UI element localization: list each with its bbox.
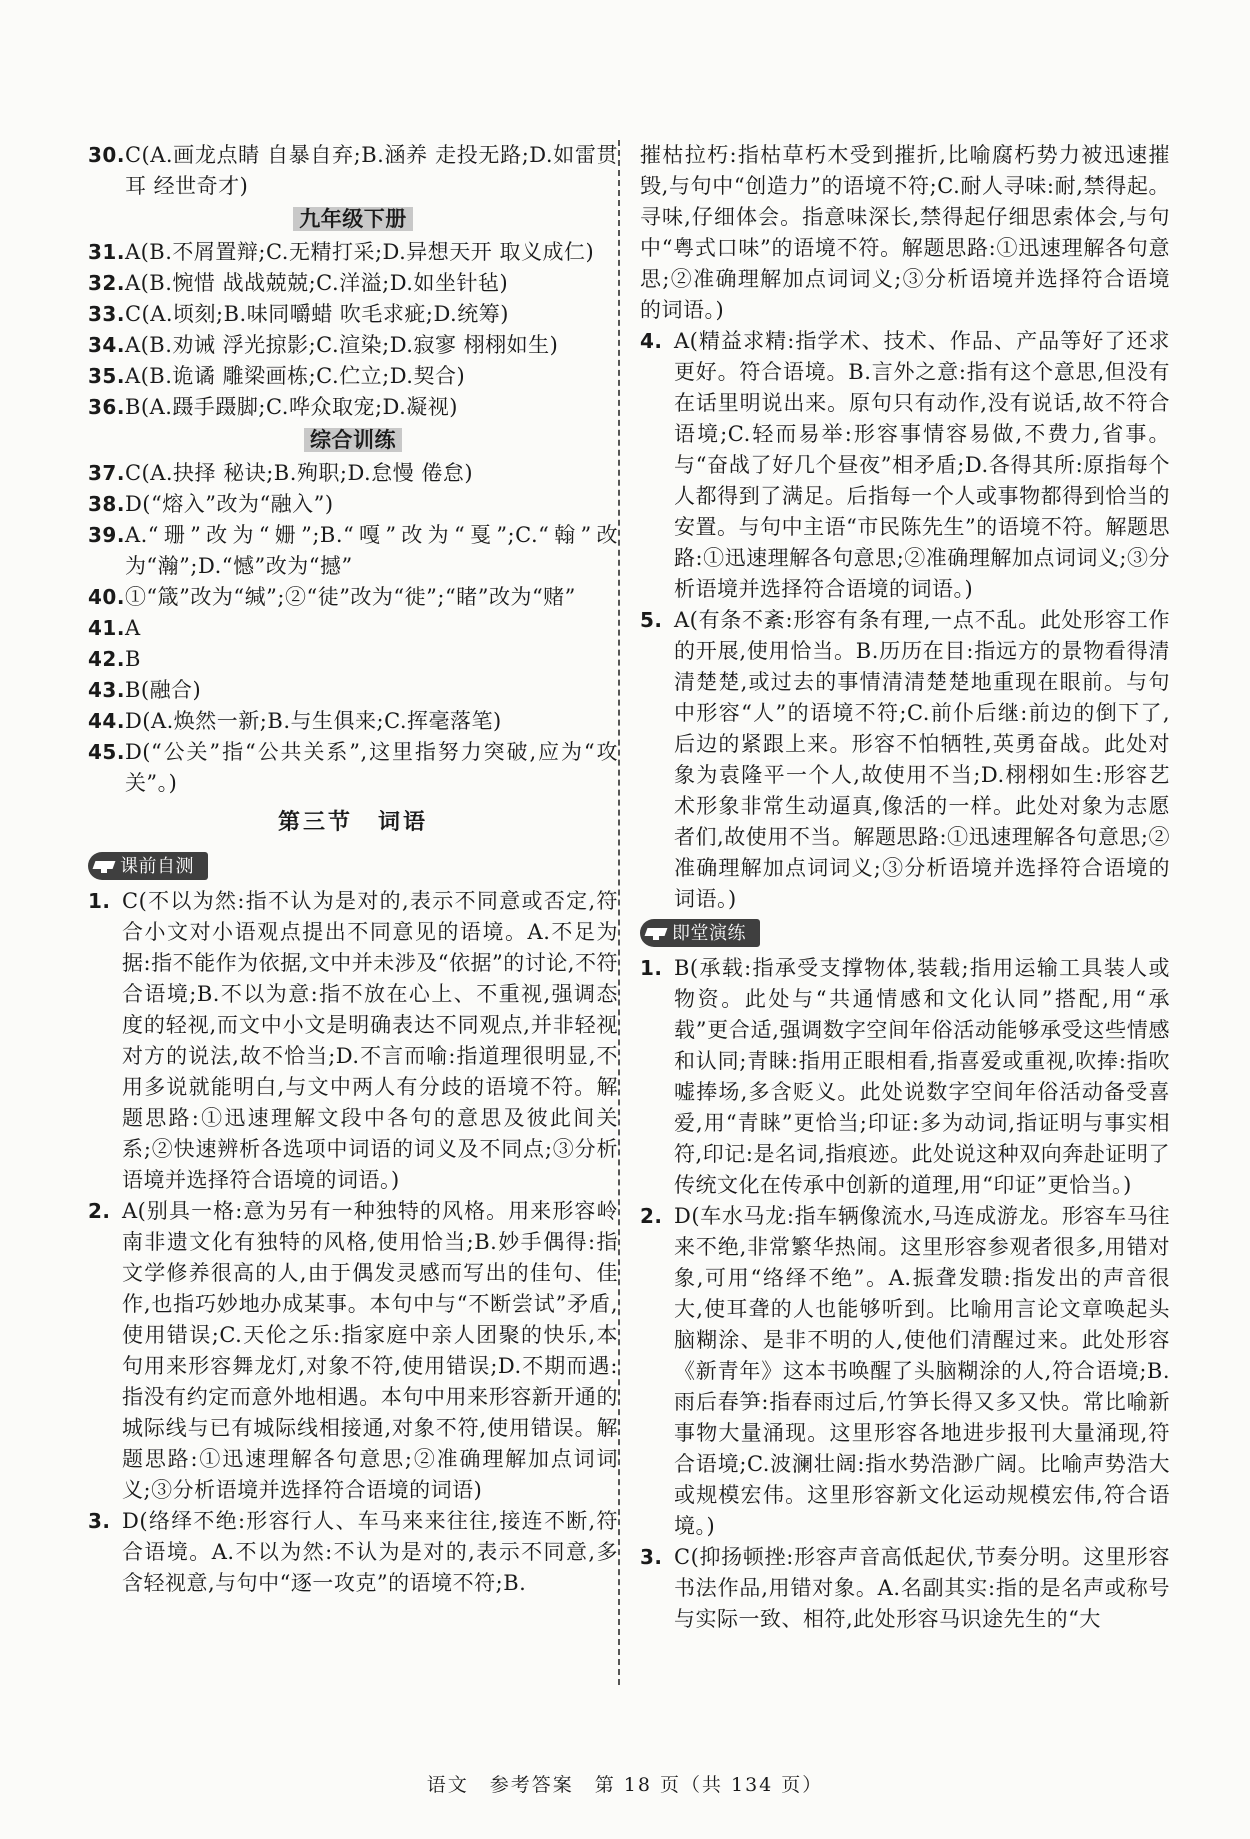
answer-r1 [640, 953, 1170, 1201]
answer-37 [88, 458, 618, 489]
answer-number: 1. [640, 956, 663, 980]
answer-p2 [88, 1196, 618, 1506]
answer-text: D(络绎不绝:形容行人、车马来来往往,接连不断,符合语境。A.不以为然:不认为是对的,表示不同意,多含轻视意,与句中“逐一攻克”的语境不符;B. [122, 1509, 618, 1595]
section-title: 第三节 词语 [277, 810, 428, 835]
answer-number: 42. [88, 647, 125, 671]
answer-number: 3. [640, 1545, 663, 1569]
answer-text: A [124, 616, 141, 640]
answer-text: C(A.抉择 秘诀;B.殉职;D.怠慢 倦怠) [124, 461, 474, 485]
column-divider [618, 140, 620, 1685]
answer-text: A(B.惋惜 战战兢兢;C.洋溢;D.如坐针毡) [124, 271, 509, 295]
answer-number: 36. [88, 395, 125, 419]
answer-number: 3. [88, 1509, 111, 1533]
answer-text: C(抑扬顿挫:形容声音高低起伏,节奏分明。这里形容书法作品,用错对象。A.名副其实:指的是名声或称号与实际一致、相符,此处形容马识途先生的“大 [674, 1545, 1170, 1631]
answer-34 [88, 330, 618, 361]
answer-33 [88, 299, 618, 330]
answer-number: 45. [88, 740, 125, 764]
answer-number: 39. [88, 523, 125, 547]
answer-number: 5. [640, 608, 663, 632]
tag-label: 课前自测 [120, 855, 194, 877]
answer-number: 35. [88, 364, 125, 388]
answer-text: B(承载:指承受支撑物体,装载;指用运输工具装人或物资。此处与“共通情感和文化认同”搭配,用“承载”更合适,强调数字空间年俗活动能够承受这些情感和认同;青睐:指用正眼相看,指喜爱或重视,吹捧:指吹嘘捧场,多含贬义。此处说数字空间年俗活动备受喜爱,用“青睐”更恰当;印证:多为动词,指证明与事实相符,印记:是名词,指痕迹。此处说这种双向奔赴证明了传统文化在传承中创新的道理,用“印证”更恰当。) [674, 956, 1170, 1197]
answer-text: A(有条不紊:形容有条有理,一点不乱。此处形容工作的开展,使用恰当。B.历历在目:指远方的景物看得清清楚楚,或过去的事情清清楚楚地重现在眼前。与句中形容“人”的语境不符;C.前仆后继:前边的倒下了,后边的紧跟上来。形容不怕牺牲,英勇奋战。此处对象为袁隆平一个人,故使用不当;D.栩栩如生:形容艺术形象非常生动逼真,像活的一样。此处对象为志愿者们,故使用不当。解题思路:①迅速理解各句意思;②准确理解加点词词义;③分析语境并选择符合语境的词语。) [674, 608, 1170, 911]
tag-label: 即堂演练 [672, 922, 746, 944]
answer-number: 37. [88, 461, 125, 485]
answer-text: C(不以为然:指不认为是对的,表示不同意或否定,符合小文对小语观点提出不同意见的语境。A.不足为据:指不能作为依据,文中并未涉及“依据”的讨论,不符合语境;B.不以为意:指不放在心上、不重视,强调态度的轻视,而文中小文是明确表达不同观点,并非轻视对方的说法,故不恰当;D.不言而喻:指道理很明显,不用多说就能明白,与文中两人有分歧的语境不符。解题思路:①迅速理解文段中各句的意思及彼此间关系;②快速辨析各选项中词语的词义及不同点;③分析语境并选择符合语境的词语。) [122, 889, 618, 1192]
answer-40 [88, 582, 618, 613]
answer-36 [88, 392, 618, 423]
answer-text: A(精益求精:指学术、技术、作品、产品等好了还求更好。符合语境。B.言外之意:指有这个意思,但没有在话里明说出来。原句只有动作,没有说话,故不符合语境;C.轻而易举:形容事情容易做,不费力,省事。与“奋战了好几个昼夜”相矛盾;D.各得其所:原指每个人都得到了满足。后指每一个人或事物都得到恰当的安置。与句中主语“市民陈先生”的语境不符。解题思路:①迅速理解各句意思;②准确理解加点词词义;③分析语境并选择符合语境的词语。) [674, 329, 1170, 601]
answer-text: B(融合) [124, 678, 202, 702]
answer-p4 [640, 326, 1170, 605]
answer-text: D(A.焕然一新;B.与生俱来;C.挥毫落笔) [124, 709, 502, 733]
answer-text: B(A.蹑手蹑脚;C.哗众取宠;D.凝视) [124, 395, 459, 419]
answer-number: 33. [88, 302, 125, 326]
in-class-practice-tag [640, 919, 760, 947]
answer-text: D(车水马龙:指车辆像流水,马连成游龙。形容车马往来不绝,非常繁华热闹。这里形容参观者很多,用错对象,可用“络绎不绝”。A.振聋发聩:指发出的声音很大,使耳聋的人也能够听到。比喻用言论文章唤起头脑糊涂、是非不明的人,使他们清醒过来。此处形容《新青年》这本书唤醒了头脑糊涂的人,符合语境;B.雨后春笋:指春雨过后,竹笋长得又多又快。常比喻新事物大量涌现。这里形容各地进步报刊大量涌现,符合语境;C.波澜壮阔:指水势浩渺广阔。比喻声势浩大或规模宏伟。这里形容新文化运动规模宏伟,符合语境。) [674, 1204, 1170, 1538]
answer-text: C(A.顷刻;B.味同嚼蜡 吹毛求疵;D.统筹) [124, 302, 509, 326]
page-footer: 语文 参考答案 第 18 页（共 134 页） [426, 1774, 824, 1796]
answer-number: 43. [88, 678, 125, 702]
answer-text: A(B.不屑置辩;C.无精打采;D.异想天开 取义成仁) [124, 240, 595, 264]
answer-number: 34. [88, 333, 125, 357]
answer-r3 [640, 1542, 1170, 1635]
answer-number: 1. [88, 889, 111, 913]
answer-45 [88, 737, 618, 799]
answer-number: 41. [88, 616, 125, 640]
answer-32 [88, 268, 618, 299]
answer-39 [88, 520, 618, 582]
heading-grade9: 九年级下册 [88, 204, 618, 235]
answer-number: 2. [88, 1199, 111, 1223]
answer-number: 4. [640, 329, 663, 353]
pre-class-test-tag [88, 852, 208, 880]
heading-training: 综合训练 [88, 425, 618, 456]
answer-text: A(B.诡谲 雕梁画栋;C.伫立;D.契合) [124, 364, 466, 388]
answer-text: A.“珊”改为“姗”;B.“嘎”改为“戛”;C.“翰”改为“瀚”;D.“憾”改为“撼” [124, 523, 618, 578]
answer-p5 [640, 605, 1170, 915]
answer-number: 2. [640, 1204, 663, 1228]
answer-number: 30. [88, 143, 125, 167]
answer-number: 31. [88, 240, 125, 264]
answer-30 [88, 140, 618, 202]
answer-44 [88, 706, 618, 737]
answer-number: 38. [88, 492, 125, 516]
answer-43 [88, 675, 618, 706]
answer-p3 [88, 1506, 618, 1599]
answer-number: 32. [88, 271, 125, 295]
right-column [640, 140, 1170, 1635]
left-column [88, 140, 618, 1599]
answer-number: 40. [88, 585, 125, 609]
answer-p3-continued: 摧枯拉朽:指枯草朽木受到摧折,比喻腐朽势力被迅速摧毁,与句中“创造力”的语境不符;C.耐人寻味:耐,禁得起。寻味,仔细体会。指意味深长,禁得起仔细思索体会,与句中“粤式口味”的语境不符。解题思路:①迅速理解各句意思;②准确理解加点词词义;③分析语境并选择符合语境的词语。) [640, 143, 1170, 322]
answer-text: A(别具一格:意为另有一种独特的风格。用来形容岭南非遗文化有独特的风格,使用恰当;B.妙手偶得:指文学修养很高的人,由于偶发灵感而写出的佳句、佳作,也指巧妙地办成某事。本句中与“不断尝试”矛盾,使用错误;C.天伦之乐:指家庭中亲人团聚的快乐,本句用来形容舞龙灯,对象不符,使用错误;D.不期而遇:指没有约定而意外地相遇。本句中用来形容新开通的城际线与已有城际线相接通,对象不符,使用错误。解题思路:①迅速理解各句意思;②准确理解加点词词义;③分析语境并选择符合语境的词语) [122, 1199, 618, 1502]
graduation-cap-icon [94, 859, 114, 873]
answer-r2 [640, 1201, 1170, 1542]
answer-42 [88, 644, 618, 675]
answer-text: D(“熔入”改为“融入”) [124, 492, 334, 516]
answer-text: ①“箴”改为“缄”;②“徒”改为“徙”;“睹”改为“赌” [124, 585, 576, 609]
answer-p1 [88, 886, 618, 1196]
answer-text: D(“公关”指“公共关系”,这里指努力突破,应为“攻关”。) [124, 740, 618, 795]
answer-31 [88, 237, 618, 268]
answer-number: 44. [88, 709, 125, 733]
graduation-cap-icon [646, 926, 666, 940]
answer-41 [88, 613, 618, 644]
answer-38 [88, 489, 618, 520]
answer-text: C(A.画龙点睛 自暴自弃;B.涵养 走投无路;D.如雷贯耳 经世奇才) [124, 143, 618, 198]
answer-text: A(B.劝诫 浮光掠影;C.渲染;D.寂寥 栩栩如生) [124, 333, 559, 357]
answer-35 [88, 361, 618, 392]
answer-text: B [124, 647, 141, 671]
